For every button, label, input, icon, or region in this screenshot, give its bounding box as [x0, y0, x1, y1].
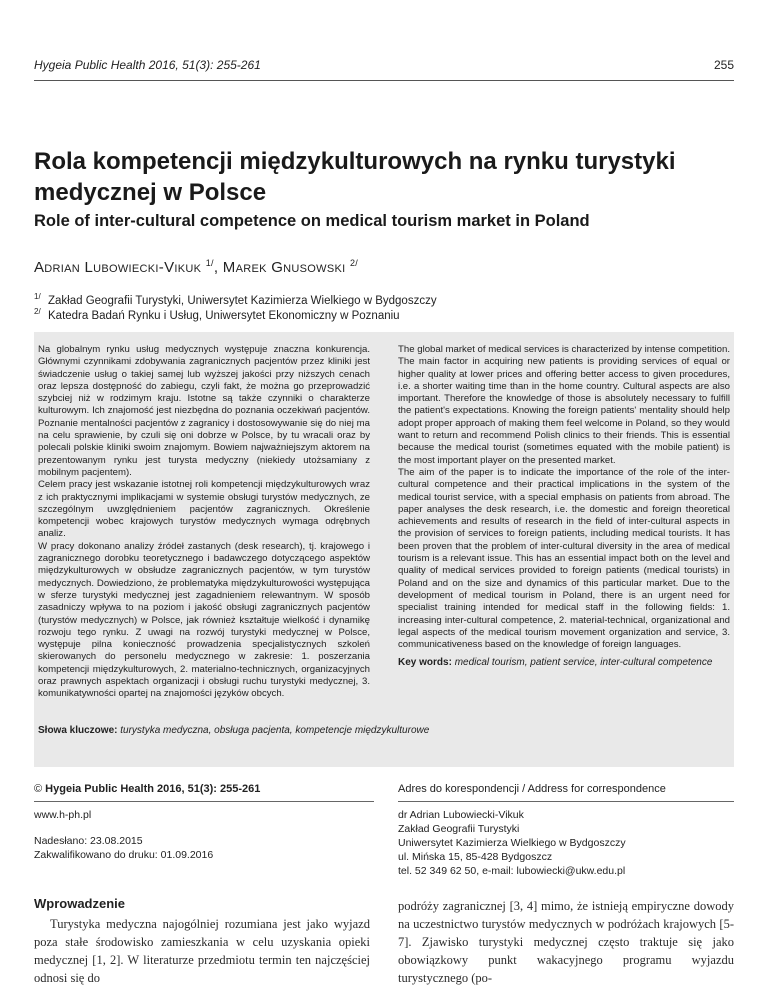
article-subtitle: Role of inter-cultural competence on medical tourism market in Poland — [34, 212, 590, 230]
section-heading: Wprowadzenie — [34, 896, 126, 911]
affiliation-text: Katedra Badań Rynku i Usług, Uniwersytet Ekonomiczny w Poznaniu — [48, 309, 400, 322]
body-paragraph: Turystyka medyczna najogólniej rozumiana jest jako wyjazd poza stałe środowisko zamieszkania w celu uzyskania opieki medycznej [1, 2]. W literaturze przedmiotu termin ten najczęściej odnosi się do — [34, 917, 370, 985]
author-name: Marek Gnusowski — [222, 259, 346, 276]
body-paragraph: podróży zagranicznej [3, 4] mimo, że istnieją empiryczne dowody na uczestnictwo turystów medycznych w podróżach krajowych [5-7]. Zjawisko turystyki medycznej często traktuje się jako obowiązkowy punkt wakacyjnego programu wyjazdu turystycznego (po- — [398, 899, 734, 985]
author-affiliation-mark: 1/ — [205, 258, 214, 268]
author-name: Adrian Lubowiecki-Vikuk — [34, 259, 202, 276]
abstract-paragraph: Na globalnym rynku usług medycznych występuje znaczna konkurencja. Głównymi czynnikami zdobywania zagranicznych pacjentów przez kliniki jest świadczenie usług o takiej samej lub wyższej jakości przy niższych cenach oraz lepsza dostępność do zabiegu, czyli fakt, że można go przeprowadzić szybciej niż w rodzimym kraju. Istotne są także czynniki o charakterze kulturowym. Ich znajomość jest niezbędna do poznania oczekiwań pacjentów. Poznanie mentalności pacjentów z zagranicy i dostosowywanie się do niej ma na celu sprawienie, by czuli się oni dobrze w Polsce, by tu wracali oraz by polecali polskie kliniki swoim znajomym. Bowiem najważniejszym aktorem na prezentowanym rynku jest turysta medyczny (niekiedy utożsamiany z mobilnym pacjentem). — [38, 344, 370, 478]
author-list: Adrian Lubowiecki-Vikuk $^{1/}$, Marek Gnusowski $^{2/}$ — [34, 258, 359, 276]
correspondence-title: Adres do korespondencji / Address for correspondence — [398, 782, 734, 802]
keywords-value: turystyka medyczna, obsługa pacjenta, kompetencje międzykulturowe — [120, 725, 430, 736]
keywords-label: Key words: — [398, 657, 452, 669]
copyright-line — [34, 782, 374, 802]
abstract-paragraph: W pracy dokonano analizy źródeł zastanych (desk research), tj. krajowego i zagranicznego dorobku teoretycznego i badawczego dotyczącego aspektów międzykulturowych w obsłudze zagranicznych pacjentów, w tym turystów medycznych. Dowiedziono, że problematyka międzykulturowości występująca w sferze turystyki medycznej jest zagadnieniem relewantnym. W sposób zasadniczy wpływa to na poziom i jakość obsługi zagranicznych pacjentów (turystów medycznych) w Polsce, jak również kształtuje wielkość i dynamikę rozwoju tego rynku. Z uwagi na rozwój turystyki medycznej w Polsce, występuje pilna konieczność prowadzenia specjalistycznych szkoleń skierowanych do personelu medycznego w zakresie: 1. poszerzania kompetencji międzykulturowych, 2. materialno-technicznych, organizacyjnych oraz prawnych aspektach organizacji i obsługi ruchu turystyki medycznej, 3. komunikatywności opartej na znajomości języków obcych. — [38, 540, 370, 700]
keywords-polish — [38, 724, 728, 737]
affiliation — [34, 307, 734, 322]
body-column-right — [398, 897, 734, 987]
body-column-left — [34, 915, 370, 987]
publication-info — [34, 782, 374, 862]
running-header — [34, 58, 734, 78]
submitted-date: Nadesłano: 23.08.2015 — [34, 835, 143, 847]
correspondence-line[interactable]: tel. 52 349 62 50, e-mail: lubowiecki@ukw.edu.pl — [398, 865, 626, 877]
header-divider — [34, 80, 734, 81]
abstract-polish — [38, 344, 370, 701]
affiliation-text: Zakład Geografii Turystyki, Uniwersytet Kazimierza Wielkiego w Bydgoszczy — [48, 294, 437, 307]
correspondence-line: ul. Mińska 15, 85-428 Bydgoszcz — [398, 851, 553, 863]
article-title: Rola kompetencji międzykulturowych na rynku turystyki medycznej w Polsce — [34, 148, 676, 206]
website-link[interactable]: www.h-ph.pl — [34, 809, 92, 821]
abstract-english — [398, 344, 730, 670]
page-number: 255 — [713, 58, 734, 72]
copyright-symbol: © — [34, 783, 43, 795]
correspondence-line: Zakład Geografii Turystyki — [398, 823, 520, 835]
keywords-value: medical tourism, patient service, inter-cultural competence — [454, 657, 713, 669]
copyright-text: Hygeia Public Health 2016, 51(3): 255-261 — [45, 783, 261, 795]
affiliation — [34, 292, 734, 307]
abstract-paragraph: Celem pracy jest wskazanie istotnej roli kompetencji międzykulturowych wraz z ich praktycznymi implikacjami w systemie obsługi turystów medycznych, ze szczególnym uwzględnieniem pacjentów zagranicznych. Określenie kompetencji wobec krajowych turystów medycznych wymaga odrębnych analiz. — [38, 479, 370, 540]
journal-citation: Hygeia Public Health 2016, 51(3): 255-261 — [34, 58, 261, 72]
author-affiliation-mark: 2/ — [349, 258, 359, 268]
accepted-date: Zakwalifikowano do druku: 01.09.2016 — [34, 849, 214, 861]
affiliation-mark: 1/ — [34, 292, 41, 301]
keywords-english — [398, 657, 730, 669]
correspondence-line: Uniwersytet Kazimierza Wielkiego w Bydgoszczy — [398, 837, 626, 849]
correspondence-line: dr Adrian Lubowiecki-Vikuk — [398, 809, 524, 821]
abstract-paragraph: The aim of the paper is to indicate the importance of the role of the inter-cultural competence and their practical implications in the system of the medical tourist service, with a special emphasis on patients from abroad. The paper analyses the desk research, i.e. the domestic and foreign theoretical achievements and results of research in the field of inter-cultural aspects in the provision of services to foreign patients, including medical tourists. It has been proven that the problem of inter-cultural diversity in the area of medical tourism is a relevant issue. This has an essential impact both on the level and quality of medical services provided to foreign patients (medical tourists) in Poland and on the size and dynamics of this particular market. Due to the development of medical tourism in Poland, there is an urgent need for specialist training intended for medical staff in the following fields: 1. increasing inter-cultural competence, 2. material-technical, organizational and legal aspects of the medical tourism movement organization and service, 3. communicativeness based on the knowledge of foreign languages. — [398, 466, 730, 651]
correspondence-info — [398, 782, 734, 878]
affiliation-mark: 2/ — [34, 307, 41, 316]
abstract-paragraph: The global market of medical services is characterized by intense competition. The main factor in acquiring new patients is providing services of equal or higher quality at lower prices and offering better access to given procedures, i.e. a shorter waiting time than in the home country. Cultural aspects are also important. Therefore the knowledge of those is absolutely necessary to fulfill the patient's expectations. Knowing the foreign patients' mentality should help adopt proper approach of making them feel welcome in Poland, so they would want to return and recommend Polish clinics to their friends. This is essential because the medical tourist (sometimes equated with the mobile patient) is the most important player on the presented market. — [398, 344, 730, 466]
keywords-label: Słowa kluczowe: — [38, 725, 118, 736]
